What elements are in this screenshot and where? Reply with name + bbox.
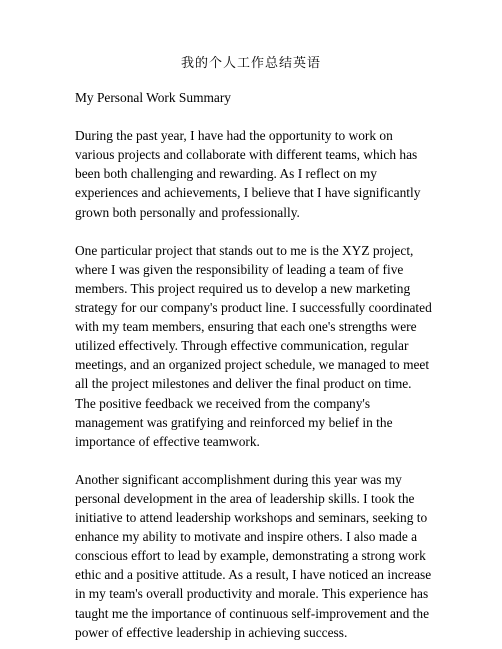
paragraph-1: During the past year, I have had the opportunity to work on various projects and collaborate with different teams, which has been both challenging and rewarding. As I reflect on my experiences and achievements, I believe that I have significantly grown both personally and professionally. [75,128,421,220]
paragraph-3: Another significant accomplishment during this year was my personal development in the area of leadership skills. I took the initiative to attend leadership workshops and seminars, seeking to enhance my ability to motivate and inspire others. I also made a conscious effort to lead by example, demonstrating a strong work ethic and a positive attitude. As a result, I have noticed an increase in my team's overall productivity and morale. This experience has taught me the importance of continuous self-improvement and the power of effective leadership in achieving success. [75,471,432,640]
document-body [75,88,435,642]
document-subtitle: My Personal Work Summary [75,90,232,105]
paragraph-2: One particular project that stands out to me is the XYZ project, where I was given the responsibility of leading a team of five members. This project required us to develop a new marketing strategy for our company's product line. I successfully coordinated with my team members, ensuring that each one's strengths were utilized effectively. Through effective communication, regular meetings, and an organized project schedule, we managed to meet all the project milestones and deliver the final product on time. The positive feedback we received from the company's management was gratifying and reinforced my belief in the importance of effective teamwork. [75,242,432,449]
document-title: 我的个人工作总结英语 [180,56,321,71]
